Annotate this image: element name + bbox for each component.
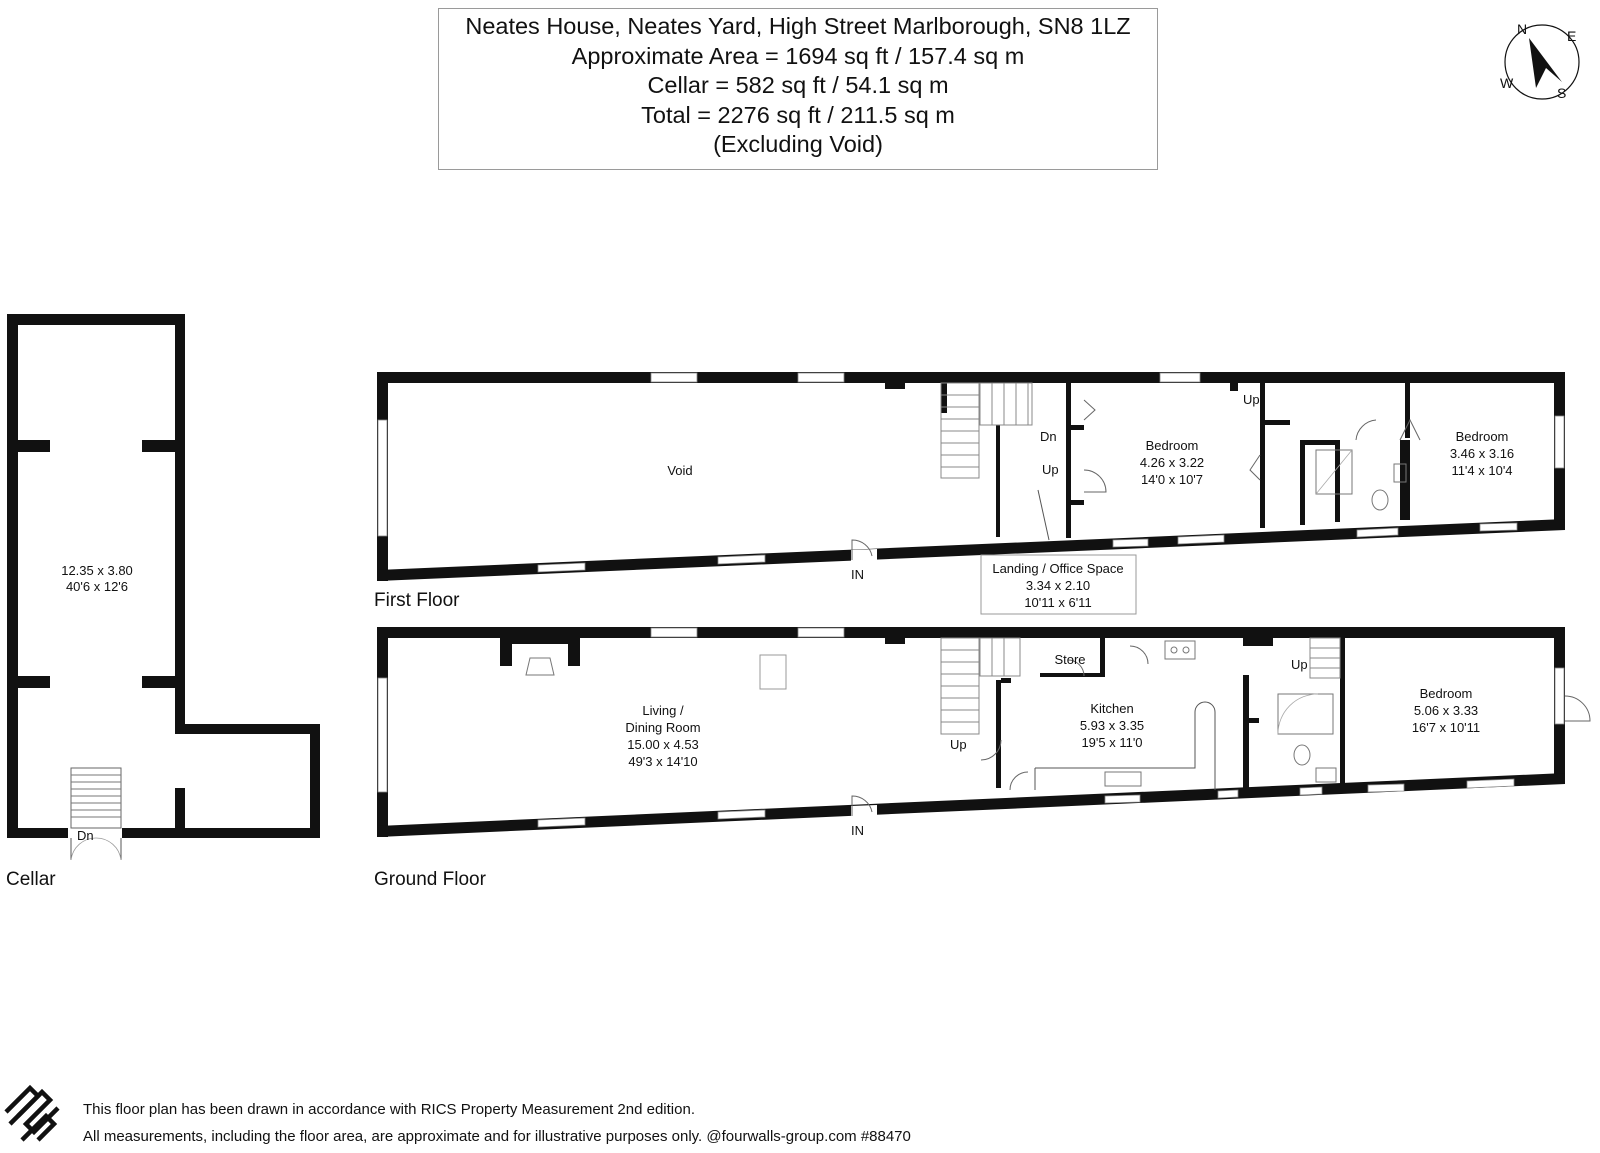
compass-n: N xyxy=(1517,21,1528,37)
ff-bedroom2-name: Bedroom xyxy=(1455,429,1509,444)
ff-bedroom2-metric: 3.46 x 3.16 xyxy=(1449,446,1515,461)
landing-name: Landing / Office Space xyxy=(992,561,1124,576)
gf-bedroom-metric: 5.06 x 3.33 xyxy=(1413,703,1479,718)
living-imperial: 49'3 x 14'10 xyxy=(628,754,698,769)
cellar-floor-label: Cellar xyxy=(6,869,56,890)
first-floor-plan xyxy=(374,372,1565,614)
approximate-area: Approximate Area = 1694 sq ft / 157.4 sq m xyxy=(571,42,1025,69)
total-area: Total = 2276 sq ft / 211.5 sq m xyxy=(641,101,955,128)
store-label: Store xyxy=(1054,652,1086,667)
ff-entrance-label: IN xyxy=(851,567,864,582)
void-note: (Excluding Void) xyxy=(713,131,883,157)
ground-floor-label: Ground Floor xyxy=(374,869,486,890)
first-floor-label: First Floor xyxy=(374,590,460,611)
ff-bedroom1-imperial: 14'0 x 10'7 xyxy=(1140,472,1204,487)
cellar-stair-label: Dn xyxy=(77,828,94,843)
void-label: Void xyxy=(667,463,693,478)
compass-w: W xyxy=(1500,75,1514,91)
compass-s: S xyxy=(1557,85,1567,101)
ff-stair-dn: Dn xyxy=(1040,429,1057,444)
kitchen-metric: 5.93 x 3.35 xyxy=(1079,718,1145,733)
footer-rics-note: This floor plan has been drawn in accordance with RICS Property Measurement 2nd edition. xyxy=(83,1101,695,1118)
cellar-area: Cellar = 582 sq ft / 54.1 sq m xyxy=(647,72,949,98)
footer-disclaimer: All measurements, including the floor area, are approximate and for illustrative purposes only. @fourwalls-group.com #88470 xyxy=(83,1128,911,1145)
landing-imperial: 10'11 x 6'11 xyxy=(1024,595,1092,610)
compass-e: E xyxy=(1567,28,1577,44)
ff-bedroom1-metric: 4.26 x 3.22 xyxy=(1139,455,1205,470)
kitchen-name: Kitchen xyxy=(1090,701,1134,716)
ff-bedroom2-imperial: 11'4 x 10'4 xyxy=(1451,463,1513,478)
gf-bedroom-imperial: 16'7 x 10'11 xyxy=(1411,720,1481,735)
gf-entrance-label: IN xyxy=(851,823,864,838)
kitchen-imperial: 19'5 x 11'0 xyxy=(1081,735,1143,750)
living-metric: 15.00 x 4.53 xyxy=(627,737,699,752)
gf-stair-up: Up xyxy=(950,737,967,752)
fourwalls-logo-icon xyxy=(6,1088,58,1140)
compass-icon xyxy=(1500,21,1579,101)
gf-stair-up-2: Up xyxy=(1291,657,1308,672)
footer xyxy=(83,1096,911,1150)
address: Neates House, Neates Yard, High Street Marlborough, SN8 1LZ xyxy=(465,13,1131,39)
ff-stair-up-2: Up xyxy=(1243,392,1260,407)
ff-bedroom1-name: Bedroom xyxy=(1145,438,1199,453)
cellar-room-metric: 12.35 x 3.80 xyxy=(61,563,133,578)
ground-floor-plan xyxy=(374,627,1590,890)
cellar-room-imperial: 40'6 x 12'6 xyxy=(65,579,129,594)
gf-bedroom-name: Bedroom xyxy=(1419,686,1473,701)
living-name-2: Dining Room xyxy=(625,720,701,735)
cellar-plan xyxy=(6,314,320,890)
landing-metric: 3.34 x 2.10 xyxy=(1025,578,1091,593)
ff-stair-up: Up xyxy=(1042,462,1059,477)
living-name-1: Living / xyxy=(642,703,684,718)
